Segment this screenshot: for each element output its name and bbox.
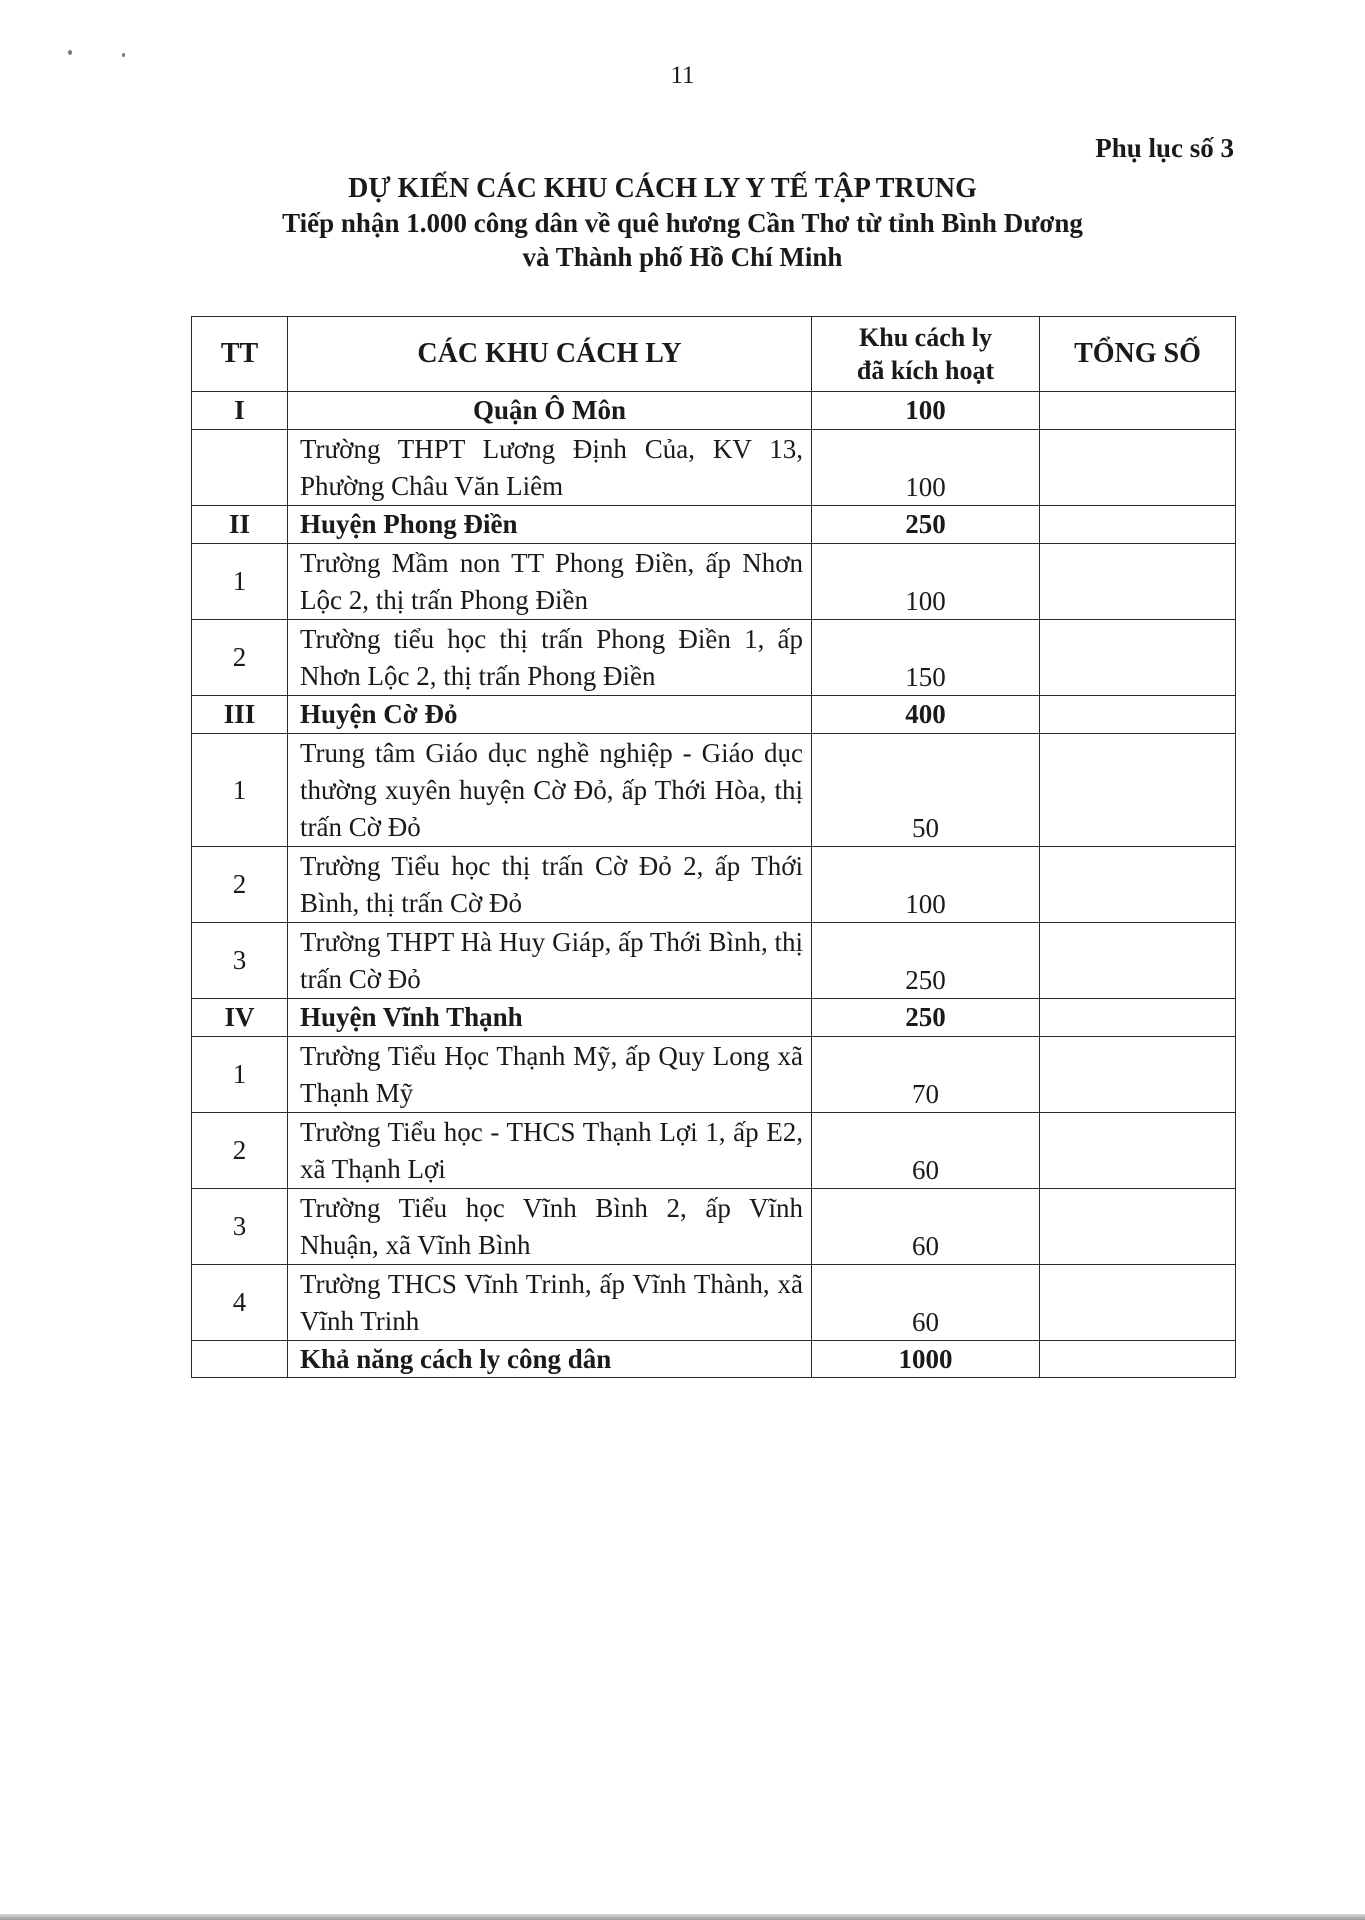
item-activated: 100 [812,430,1040,506]
item-name: Trường THPT Lương Định Của, KV 13, Phường Châu Văn Liêm [288,430,812,506]
item-total [1040,734,1236,847]
document-subtitle-line2: và Thành phố Hồ Chí Minh [522,242,843,272]
total-tt [192,1341,288,1378]
item-activated: 70 [812,1037,1040,1113]
group-code: II [192,506,288,544]
group-name: Huyện Phong Điền [288,506,812,544]
document-title: DỰ KIẾN CÁC KHU CÁCH LY Y TẾ TẬP TRUNG [348,173,977,204]
item-number: 1 [192,734,288,847]
scan-speck [68,50,72,55]
group-row [192,392,1236,430]
item-number: 2 [192,620,288,696]
group-total [1040,999,1236,1037]
group-row [192,696,1236,734]
quarantine-table-container [191,316,1235,1378]
item-number: 1 [192,544,288,620]
table-row [192,923,1236,999]
item-name: Trường THPT Hà Huy Giáp, ấp Thới Bình, thị trấn Cờ Đỏ [288,923,812,999]
group-activated: 250 [812,506,1040,544]
item-total [1040,1189,1236,1265]
header-total: TỔNG SỐ [1040,317,1236,392]
table-row [192,544,1236,620]
total-label: Khả năng cách ly công dân [288,1341,812,1378]
item-total [1040,430,1236,506]
item-total [1040,923,1236,999]
table-row [192,1265,1236,1341]
item-number: 4 [192,1265,288,1341]
item-activated: 250 [812,923,1040,999]
table-row [192,620,1236,696]
item-total [1040,1265,1236,1341]
total-total [1040,1341,1236,1378]
group-activated: 100 [812,392,1040,430]
table-row [192,430,1236,506]
appendix-label: Phụ lục số 3 [1095,133,1234,163]
item-name: Trường Tiểu học Vĩnh Bình 2, ấp Vĩnh Nhuận, xã Vĩnh Bình [288,1189,812,1265]
header-activated-line1: Khu cách ly [859,323,992,352]
table-row [192,1189,1236,1265]
group-name: Quận Ô Môn [288,392,812,430]
item-total [1040,544,1236,620]
table-row [192,734,1236,847]
item-activated: 60 [812,1265,1040,1341]
scan-bottom-edge [0,1914,1365,1920]
item-number: 2 [192,847,288,923]
header-activated [812,317,1040,392]
item-number [192,430,288,506]
table-header-row [192,317,1236,392]
item-number: 2 [192,1113,288,1189]
item-name: Trung tâm Giáo dục nghề nghiệp - Giáo dục thường xuyên huyện Cờ Đỏ, ấp Thới Hòa, thị trấn Cờ Đỏ [288,734,812,847]
group-name: Huyện Vĩnh Thạnh [288,999,812,1037]
header-name: CÁC KHU CÁCH LY [288,317,812,392]
item-activated: 50 [812,734,1040,847]
table-row [192,847,1236,923]
group-name: Huyện Cờ Đỏ [288,696,812,734]
group-code: III [192,696,288,734]
item-total [1040,847,1236,923]
item-name: Trường THCS Vĩnh Trinh, ấp Vĩnh Thành, xã Vĩnh Trinh [288,1265,812,1341]
table-body [192,392,1236,1378]
group-row [192,506,1236,544]
page-number: 11 [670,62,695,89]
item-name: Trường Tiểu học - THCS Thạnh Lợi 1, ấp E2, xã Thạnh Lợi [288,1113,812,1189]
group-activated: 250 [812,999,1040,1037]
group-row [192,999,1236,1037]
header-activated-line2: đã kích hoạt [856,356,995,385]
item-activated: 60 [812,1113,1040,1189]
group-total [1040,506,1236,544]
quarantine-table [191,316,1236,1378]
item-number: 3 [192,923,288,999]
item-total [1040,620,1236,696]
item-activated: 150 [812,620,1040,696]
scan-speck [122,53,125,57]
total-row [192,1341,1236,1378]
item-total [1040,1037,1236,1113]
group-code: I [192,392,288,430]
title-block [0,172,1365,274]
table-row [192,1037,1236,1113]
item-total [1040,1113,1236,1189]
group-total [1040,696,1236,734]
item-number: 1 [192,1037,288,1113]
group-activated: 400 [812,696,1040,734]
group-total [1040,392,1236,430]
item-name: Trường Tiểu Học Thạnh Mỹ, ấp Quy Long xã Thạnh Mỹ [288,1037,812,1113]
item-name: Trường tiểu học thị trấn Phong Điền 1, ấp Nhơn Lộc 2, thị trấn Phong Điền [288,620,812,696]
total-activated: 1000 [812,1341,1040,1378]
item-name: Trường Mầm non TT Phong Điền, ấp Nhơn Lộc 2, thị trấn Phong Điền [288,544,812,620]
item-number: 3 [192,1189,288,1265]
table-row [192,1113,1236,1189]
group-code: IV [192,999,288,1037]
header-tt: TT [192,317,288,392]
item-activated: 60 [812,1189,1040,1265]
document-subtitle-line1: Tiếp nhận 1.000 công dân về quê hương Cần Thơ từ tỉnh Bình Dương [282,208,1083,238]
item-name: Trường Tiểu học thị trấn Cờ Đỏ 2, ấp Thới Bình, thị trấn Cờ Đỏ [288,847,812,923]
item-activated: 100 [812,847,1040,923]
item-activated: 100 [812,544,1040,620]
